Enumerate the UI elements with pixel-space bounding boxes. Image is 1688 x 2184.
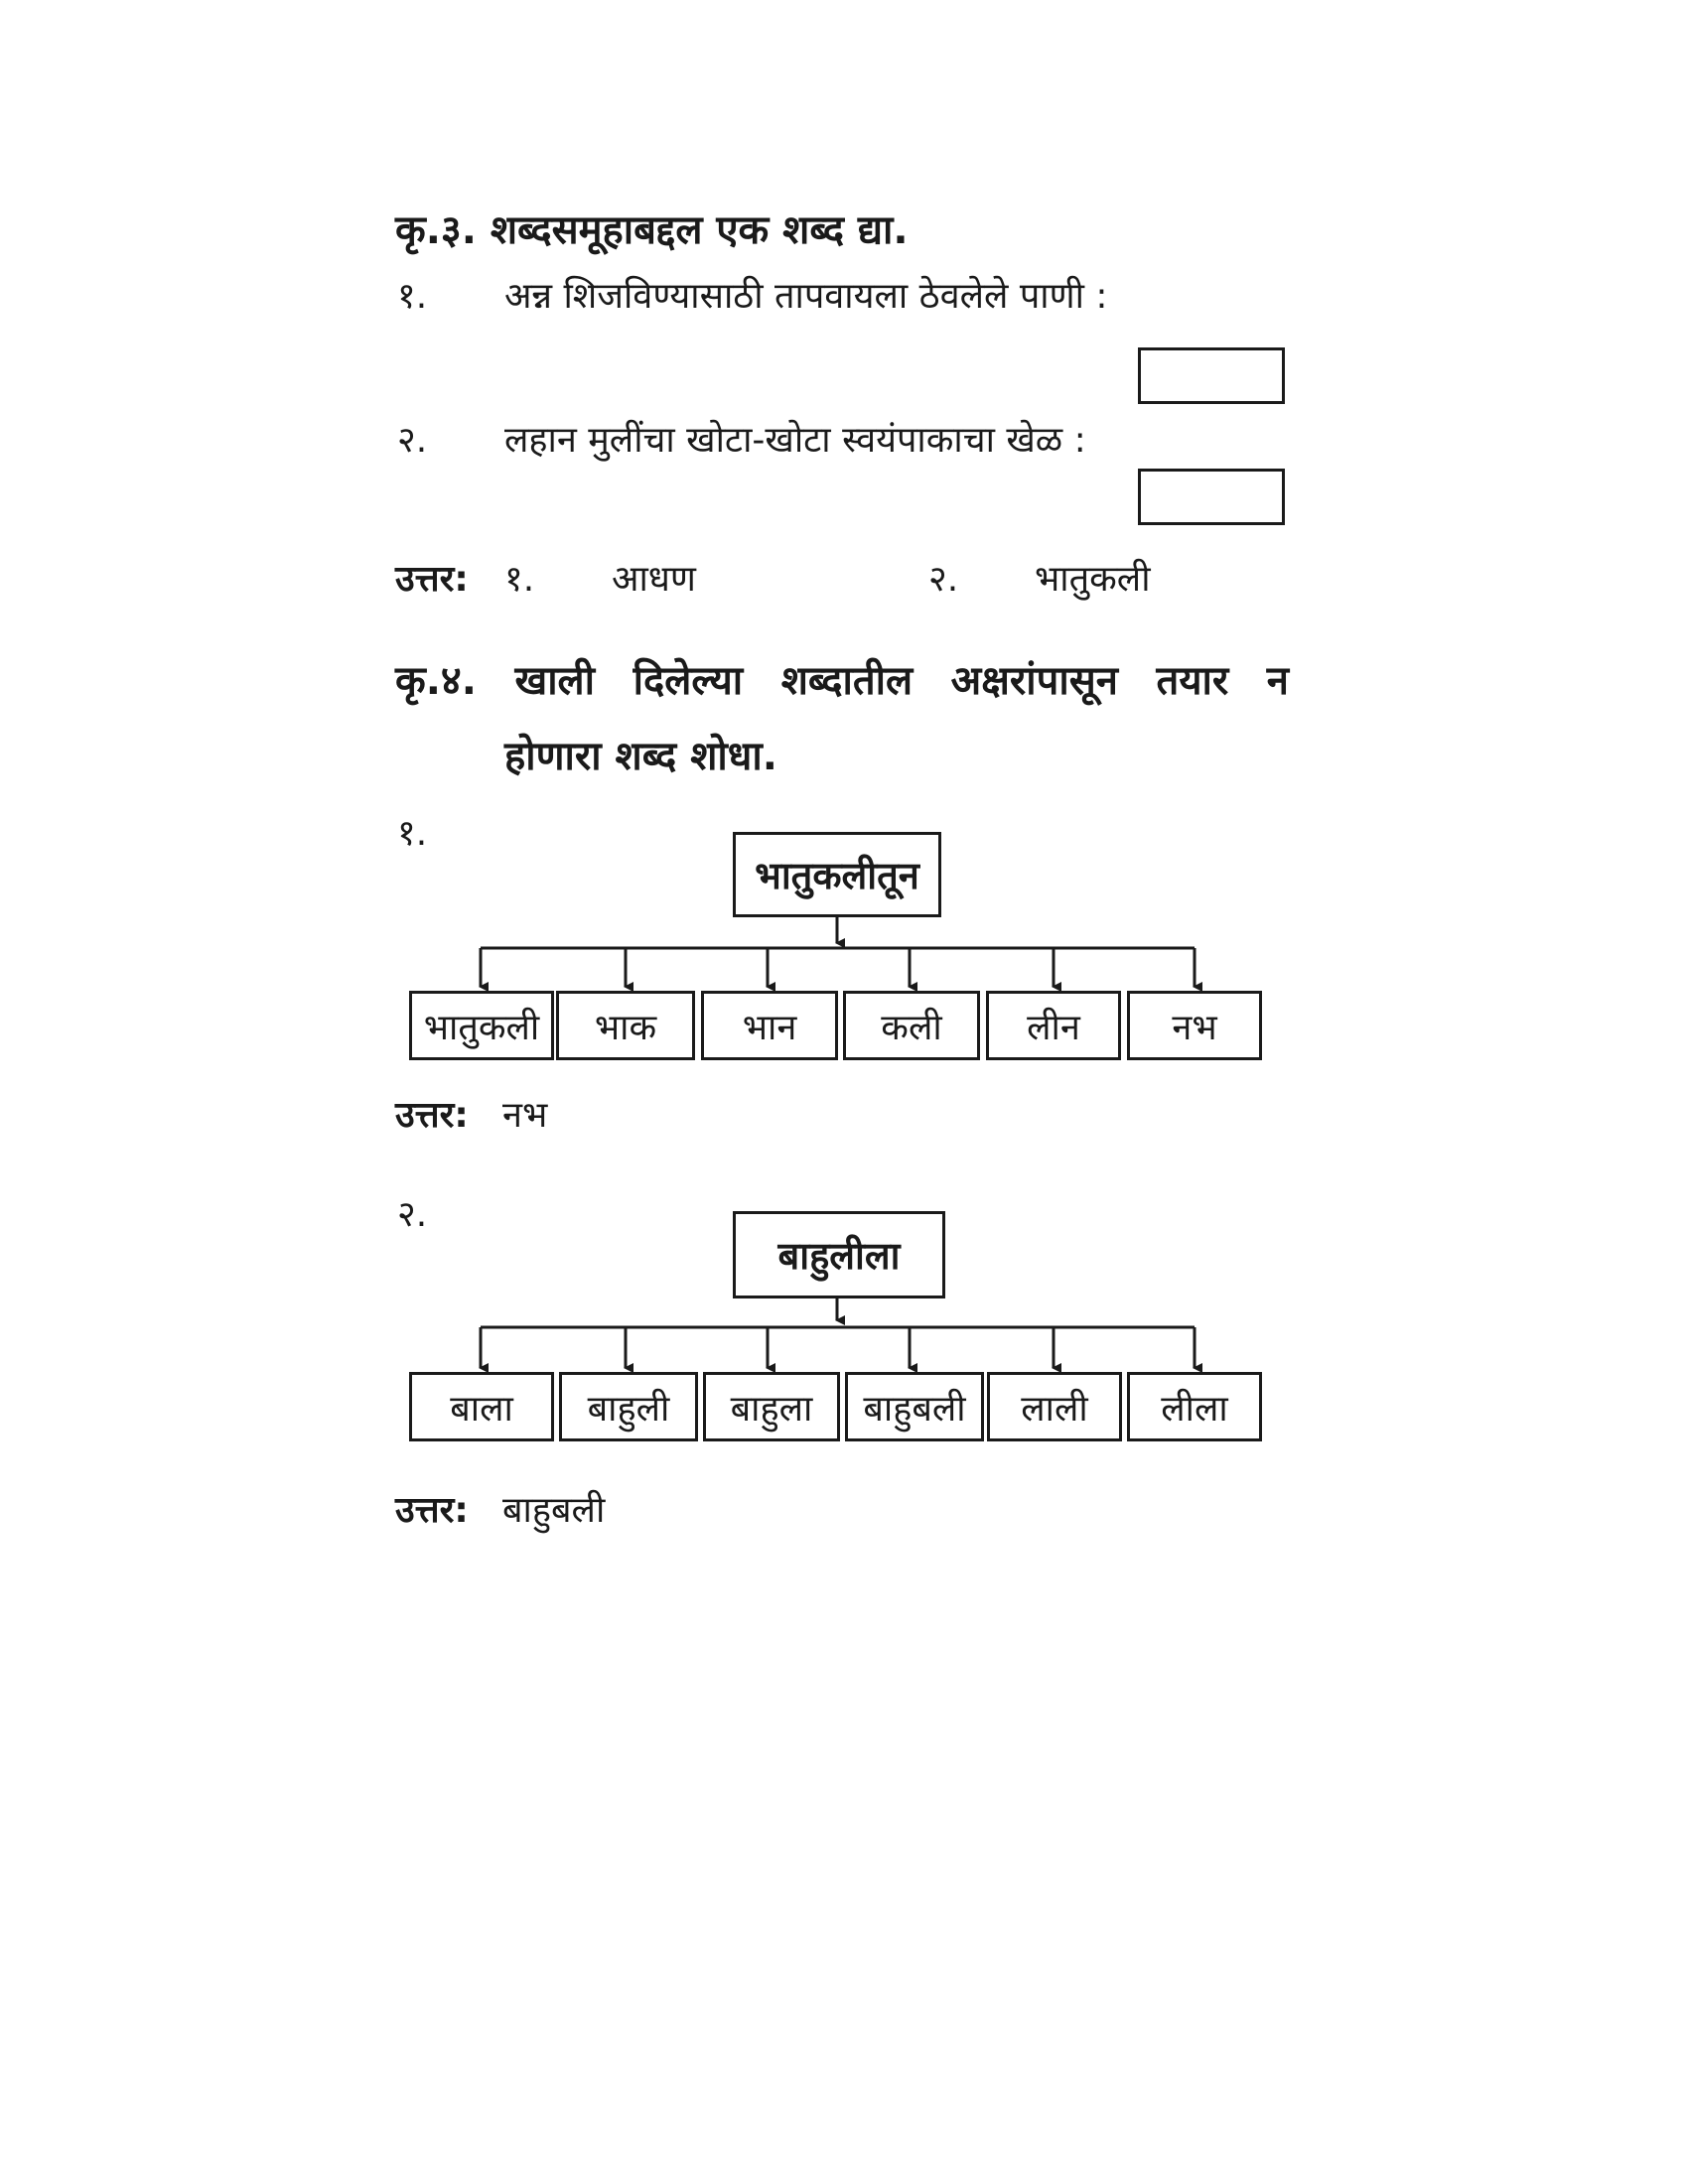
- tree2-option-2-label: बाहुली: [587, 1388, 670, 1430]
- tree2-option-1[interactable]: [409, 1372, 554, 1441]
- q3-answer1-text: आधण: [612, 559, 696, 600]
- tree2-option-3-label: बाहुला: [730, 1388, 813, 1430]
- tree2-option-6-label: लीला: [1161, 1388, 1228, 1430]
- q4-heading-line2: होणारा शब्द शोधा.: [504, 734, 777, 779]
- tree1-option-6-label: नभ: [1172, 1007, 1217, 1048]
- tree2-answer-label: उत्तर:: [395, 1490, 469, 1531]
- q4-heading-line1: कृ.४. खाली दिलेल्या शब्दातील अक्षरांपासून तयार न: [395, 658, 1289, 704]
- tree2-option-2[interactable]: [559, 1372, 698, 1441]
- tree1-root-label: भातुकलीतून: [755, 854, 919, 897]
- q3-answer-label: उत्तर:: [395, 559, 469, 600]
- tree2-option-4[interactable]: [845, 1372, 984, 1441]
- q3-item1-text: अन्न शिजविण्यासाठी तापवायला ठेवलेले पाणी :: [504, 276, 1108, 317]
- tree1-option-2-label: भाक: [594, 1007, 657, 1048]
- q3-answer1-number: १.: [504, 559, 535, 600]
- tree2-option-3[interactable]: [703, 1372, 840, 1441]
- tree1-answer: नभ: [502, 1095, 548, 1136]
- tree2-option-4-label: बाहुबली: [863, 1388, 966, 1430]
- q3-item1-number: १.: [397, 276, 428, 317]
- q3-item2-text: लहान मुलींचा खोटा-खोटा स्वयंपाकाचा खेळ :: [504, 420, 1086, 461]
- q3-item2-number: २.: [397, 420, 428, 461]
- q3-answer2-number: २.: [928, 559, 959, 600]
- tree1-answer-label: उत्तर:: [395, 1095, 469, 1136]
- tree1-option-3-label: भान: [742, 1007, 797, 1048]
- tree2-option-1-label: बाला: [450, 1388, 513, 1430]
- tree2-option-6[interactable]: [1127, 1372, 1262, 1441]
- tree2-option-5-label: लाली: [1021, 1388, 1088, 1430]
- q3-answer2-text: भातुकली: [1035, 559, 1151, 600]
- tree1-number: १.: [397, 813, 428, 854]
- tree2-answer: बाहुबली: [502, 1490, 606, 1531]
- tree2-option-5[interactable]: [987, 1372, 1122, 1441]
- tree1-option-1-label: भातुकली: [423, 1007, 540, 1048]
- tree2-number: २.: [397, 1194, 428, 1235]
- q3-heading: कृ.३. शब्दसमूहाबद्दल एक शब्द द्या.: [395, 207, 909, 253]
- tree1-option-5-label: लीन: [1027, 1007, 1080, 1048]
- tree1-option-4-label: कली: [881, 1007, 942, 1048]
- tree2-root-label: बाहुलीला: [777, 1234, 901, 1278]
